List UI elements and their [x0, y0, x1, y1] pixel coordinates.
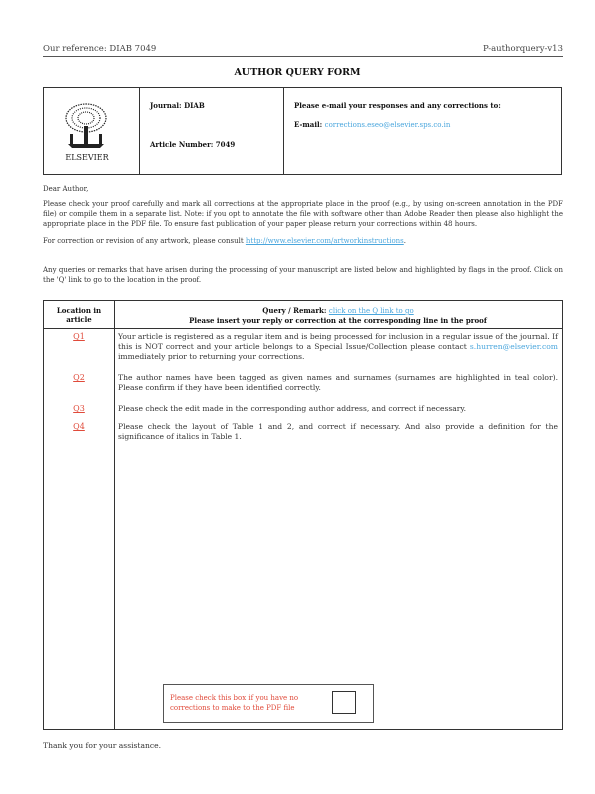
form-code: P-authorquery-v13 [482, 44, 563, 54]
artwork-suffix: . [403, 237, 406, 245]
query-column-header [114, 306, 562, 325]
artwork-link[interactable]: http://www.elsevier.com/artworkinstructions [245, 237, 404, 245]
header-divider [44, 328, 562, 329]
query-link-q3[interactable]: Q3 [73, 404, 85, 413]
query-text: Please check the edit made in the corresponding author address, and correct if necessary. [118, 404, 467, 413]
email-label: E-mail: [294, 120, 323, 129]
info-box [43, 87, 562, 175]
closing-text: Thank you for your assistance. [43, 741, 162, 750]
logo-wordmark: ELSEVIER [65, 153, 109, 162]
query-link-q2[interactable]: Q2 [73, 373, 85, 382]
our-reference: Our reference: DIAB 7049 [43, 44, 157, 54]
no-corrections-checkbox[interactable] [332, 691, 356, 714]
query-text [118, 332, 558, 363]
query-text: The author names have been tagged as given names and surnames (surnames are highlighted in teal color). Please confirm if they have been identified correctly. [118, 373, 558, 393]
no-corrections-label: Please check this box if you have no corrections to make to the PDF file [170, 694, 299, 712]
query-text: Please check the layout of Table 1 and 2, and correct if necessary. And also provide a definition for the significance of italics in Table 1. [118, 422, 558, 442]
queries-intro-paragraph: Any queries or remarks that have arisen during the processing of your manuscript are listed below and highlighted by flags in the proof. Click on the 'Q' link to go to the location in the proof. [43, 266, 563, 285]
instructions-paragraph: Please check your proof carefully and mark all corrections at the appropriate place in the proof (e.g., by using on-screen annotation in the PDF file) or compile them in a separate list. Note: if you opt to annotate the file with software other than Adobe Reader then please also highlight the appropriate place in the PDF file. To ensure fast publication of your paper please return your corrections within 48 hours. [43, 200, 563, 229]
logo-cell [44, 88, 140, 174]
no-corrections-box [163, 684, 374, 723]
elsevier-tree-logo-icon [54, 98, 120, 164]
email-cell [283, 88, 561, 174]
query-text-before: Your article is registered as a regular item and is being processed for inclusion in a regular issue of the journal. If this is NOT correct and your article belongs to a Special Issue/Collection please contact [118, 332, 558, 352]
query-header-prefix: Query / Remark: [262, 306, 329, 315]
query-header-line2: Please insert your reply or correction at the corresponding line in the proof [189, 316, 487, 325]
salutation: Dear Author, [43, 185, 89, 193]
contact-email-link[interactable]: s.hurren@elsevier.com [469, 342, 558, 352]
location-column-header [44, 306, 114, 324]
email-line [294, 120, 450, 129]
query-table [43, 300, 563, 730]
page-header [43, 44, 563, 57]
artwork-paragraph [43, 236, 563, 246]
journal-cell [139, 88, 284, 174]
article-number-label: Article Number: 7049 [150, 140, 236, 149]
email-link[interactable]: corrections.eseo@elsevier.sps.co.in [324, 121, 451, 129]
journal-label: Journal: DIAB [150, 101, 205, 110]
artwork-text: For correction or revision of any artwork, please consult [43, 237, 246, 245]
column-divider [114, 301, 115, 729]
query-link-q1[interactable]: Q1 [73, 332, 85, 341]
query-header-link[interactable]: click on the Q link to go [328, 307, 414, 315]
query-text-after: immediately prior to returning your corrections. [118, 352, 305, 362]
email-instruction: Please e-mail your responses and any corrections to: [294, 101, 501, 110]
location-header-text: Location in article [56, 306, 102, 324]
form-title: AUTHOR QUERY FORM [234, 67, 361, 78]
query-link-q4[interactable]: Q4 [73, 422, 85, 431]
